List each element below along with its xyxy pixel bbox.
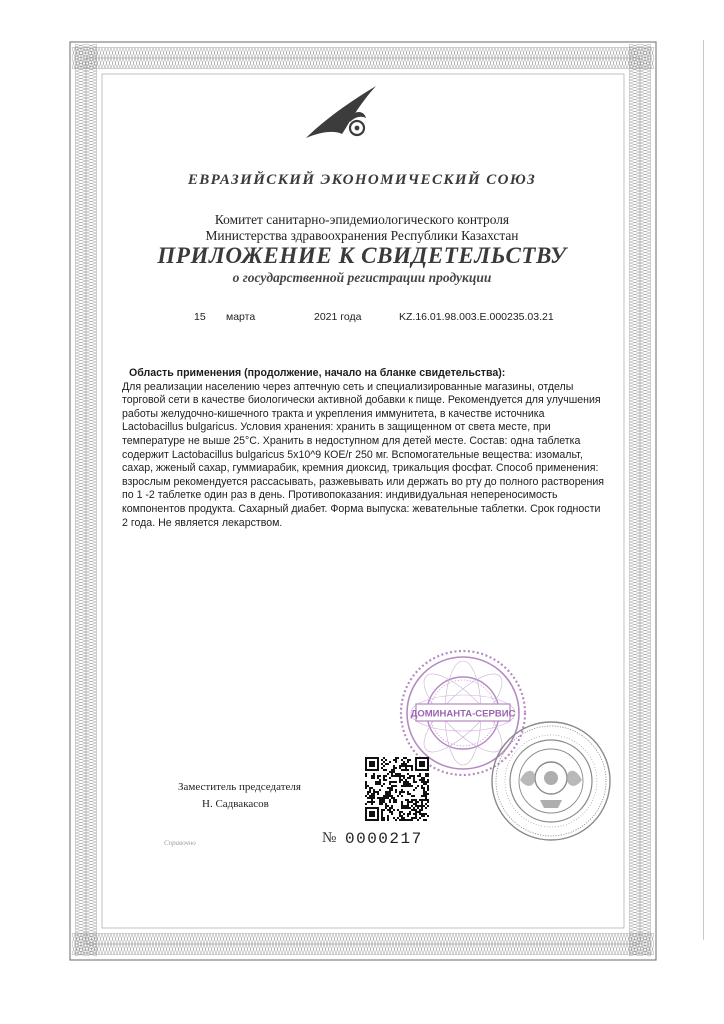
registration-number: KZ.16.01.98.003.E.000235.03.21 <box>399 311 554 323</box>
eeu-emblem-icon <box>300 82 380 144</box>
registration-year: 2021 года <box>314 311 362 323</box>
signer-name: Н. Садвакасов <box>202 798 269 810</box>
ministry-line: Министерства здравоохранения Республики Казахстан <box>205 228 519 243</box>
registration-month: марта <box>226 311 256 323</box>
union-title: ЕВРАЗИЙСКИЙ ЭКОНОМИЧЕСКИЙ СОЮЗ <box>187 172 537 188</box>
serial-number-sign: № <box>322 830 337 846</box>
printed-by-note: Справочно <box>164 839 196 847</box>
scope-text: Для реализации населению через аптечную сеть и специализированные магазины, отделы торговой сети в качестве биологически активной добавки к пище. Рекомендуется для улучшения работы желудочно-кишечного тракта и укрепления иммунитета, в качестве источника Lactobacillus bulgaricus. Условия хранения: хранить в защищенном от света месте, при температуре не выше 25°С. Хранить в недоступном для детей месте. Состав: одна таблетка содержит Lactobacillus bulgaricus 5x10^9 КОЕ/г 250 мг. Вспомогательные вещества: изомальт, сахар, жженый сахар, гуммиарабик, кремния диоксид, трикальция фосфат. Способ применения: взрослым рекомендуется рассасывать, разжевывать или держать во рту до полного растворения по 1 -2 таблетке один раз в день. Противопоказания: индивидуальная непереносимость компонентов продукта. Сахарный диабет. Форма выпуска: жевательные таблетки. Срок годности 2 года. Не является лекарством. <box>122 380 604 529</box>
registration-day: 15 <box>194 311 206 323</box>
document-title: ПРИЛОЖЕНИЕ К СВИДЕТЕЛЬСТВУ <box>157 243 567 268</box>
qr-code-icon <box>365 757 429 821</box>
scope-heading: Область применения (продолжение, начало на бланке свидетельства): <box>129 367 506 379</box>
company-stamp-text: ДОМИНАНТА-СЕРВИС <box>410 708 516 720</box>
issuing-authority <box>0 212 724 244</box>
signer-title: Заместитель председателя <box>178 781 301 793</box>
document-subtitle: о государственной регистрации продукции <box>232 270 492 285</box>
scope-section <box>122 367 612 530</box>
state-seal <box>490 720 612 842</box>
committee-line: Комитет санитарно-эпидемиологического контроля <box>214 212 510 227</box>
serial-number: 0000217 <box>345 830 423 848</box>
